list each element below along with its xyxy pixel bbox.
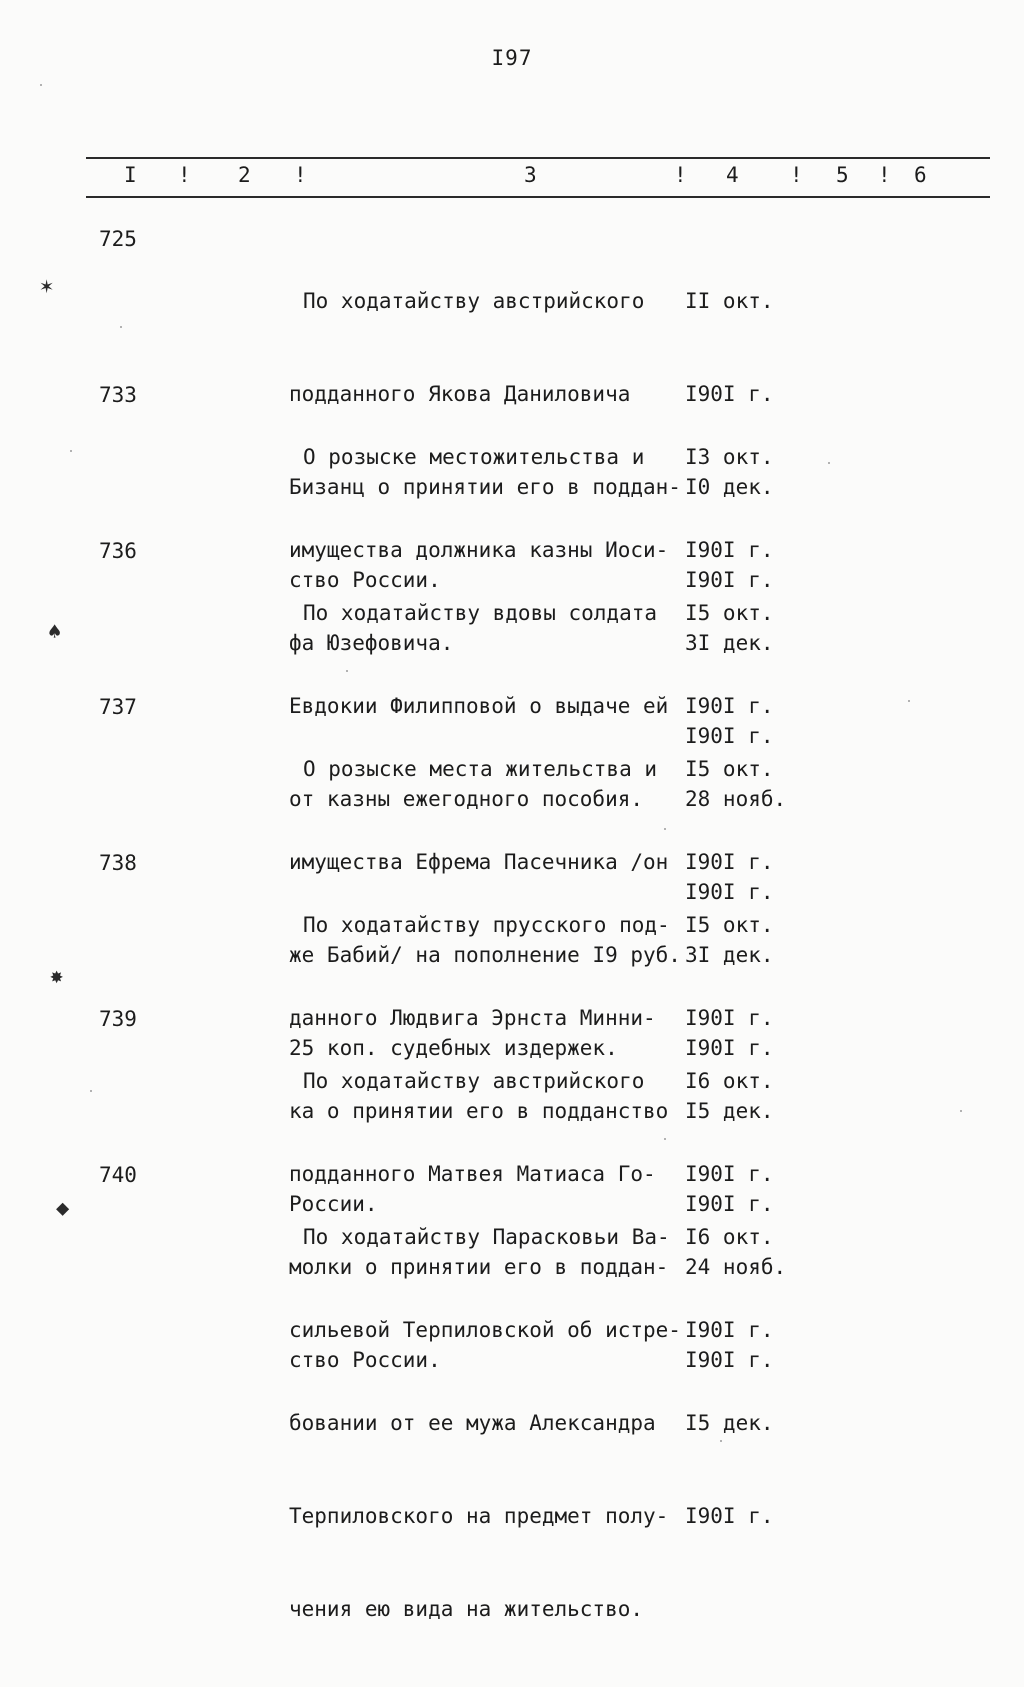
entry-number: 733 — [99, 383, 137, 407]
date-line: I90I г. — [685, 1348, 774, 1372]
column-header-5: 5 — [836, 163, 849, 187]
date-line: I90I г. — [685, 880, 774, 904]
description-line: По ходатайству прусского под- — [303, 913, 670, 937]
date-line: 3I дек. — [685, 631, 774, 655]
date-line: I90I г. — [685, 568, 774, 592]
date-line: I90I г. — [685, 850, 774, 874]
description-line: 25 коп. судебных издержек. — [289, 1036, 618, 1060]
column-separator: ! — [178, 163, 191, 187]
description-line: молки о принятии его в поддан- — [289, 1255, 669, 1279]
entry-number: 740 — [99, 1163, 137, 1187]
column-header-1: I — [124, 163, 137, 187]
description-line: Бизанц о принятии его в поддан- — [289, 475, 681, 499]
description-line: данного Людвига Эрнста Минни- — [289, 1006, 656, 1030]
date-line: I5 окт. — [685, 601, 774, 625]
date-line: I90I г. — [685, 1192, 774, 1216]
scan-speck — [828, 462, 830, 464]
description-line: По ходатайству австрийского — [303, 1069, 645, 1093]
column-header-4: 4 — [726, 163, 739, 187]
entry-number: 737 — [99, 695, 137, 719]
column-header-6: 6 — [914, 163, 927, 187]
column-separator: ! — [294, 163, 307, 187]
date-line: II окт. — [685, 289, 774, 313]
description-line: сильевой Терпиловской об истре- — [289, 1318, 681, 1342]
date-line: I90I г. — [685, 1504, 774, 1528]
page-number: I97 — [491, 46, 533, 70]
binding-hole-mark-icon: ✶ — [40, 274, 54, 299]
description-line: Евдокии Филипповой о выдаче ей — [289, 694, 669, 718]
date-line: I6 окт. — [685, 1225, 774, 1249]
description-line: Терпиловского на предмет полу- — [289, 1504, 669, 1528]
description-line: же Бабий/ на пополнение I9 руб. — [289, 943, 681, 967]
date-line: 28 нояб. — [685, 787, 787, 811]
scan-speck — [120, 326, 122, 328]
description-line: фа Юзефовича. — [289, 631, 454, 655]
column-separator: ! — [878, 163, 891, 187]
description-line: бовании от ее мужа Александра — [289, 1411, 656, 1435]
description-line: О розыске места жительства и — [303, 757, 658, 781]
description-line: По ходатайству вдовы солдата — [303, 601, 658, 625]
entry-dates — [685, 1160, 795, 1594]
date-line: I3 окт. — [685, 445, 774, 469]
scan-speck — [70, 450, 72, 452]
description-line: О розыске местожительства и — [303, 445, 645, 469]
scan-speck — [664, 1138, 666, 1140]
description-line: ство России. — [289, 1348, 441, 1372]
column-header-2: 2 — [238, 163, 251, 187]
entry-number: 739 — [99, 1007, 137, 1031]
entry-description — [289, 1160, 698, 1687]
description-line: имущества Ефрема Пасечника /он — [289, 850, 669, 874]
binding-hole-mark-icon: ◆ — [56, 1196, 70, 1221]
description-line: имущества должника казны Иоси- — [289, 538, 669, 562]
entry-number: 736 — [99, 539, 137, 563]
description-line: ство России. — [289, 568, 441, 592]
date-line: I0 дек. — [685, 475, 774, 499]
date-line: 3I дек. — [685, 943, 774, 967]
description-line: России. — [289, 1192, 378, 1216]
date-line: I90I г. — [685, 1006, 774, 1030]
date-line: I90I г. — [685, 724, 774, 748]
description-line: ка о принятии его в подданство — [289, 1099, 669, 1123]
scan-speck — [664, 828, 666, 830]
description-line: подданного Матвея Матиаса Го- — [289, 1162, 656, 1186]
header-top-rule — [86, 157, 990, 159]
entry-number: 725 — [99, 227, 137, 251]
binding-hole-mark-icon: ✸ — [50, 964, 64, 989]
date-line: I5 окт. — [685, 913, 774, 937]
date-line: I5 окт. — [685, 757, 774, 781]
scan-speck — [960, 1110, 962, 1112]
date-line: I5 дек. — [685, 1099, 774, 1123]
entry-number: 738 — [99, 851, 137, 875]
description-line: По ходатайству австрийского — [303, 289, 645, 313]
date-line: I90I г. — [685, 1318, 774, 1342]
description-line: По ходатайству Парасковьи Ва- — [303, 1225, 670, 1249]
column-header-3: 3 — [524, 163, 537, 187]
column-separator: ! — [790, 163, 803, 187]
binding-hole-mark-icon: ♠ — [48, 620, 62, 645]
date-line: I90I г. — [685, 538, 774, 562]
scan-speck — [346, 670, 348, 672]
description-line: подданного Якова Даниловича — [289, 382, 631, 406]
column-separator: ! — [674, 163, 687, 187]
date-line: I6 окт. — [685, 1069, 774, 1093]
description-line: от казны ежегодного пособия. — [289, 787, 644, 811]
scan-speck — [90, 1090, 92, 1092]
scan-speck — [908, 700, 910, 702]
scan-speck — [40, 84, 42, 86]
date-line: I5 дек. — [685, 1411, 774, 1435]
date-line: I90I г. — [685, 382, 774, 406]
date-line: I90I г. — [685, 1162, 774, 1186]
date-line: I90I г. — [685, 694, 774, 718]
description-line: чения ею вида на жительство. — [289, 1597, 644, 1621]
date-line: 24 нояб. — [685, 1255, 787, 1279]
scan-speck — [720, 1440, 722, 1442]
header-bottom-rule — [86, 196, 990, 198]
date-line: I90I г. — [685, 1036, 774, 1060]
column-header-row — [86, 160, 990, 192]
